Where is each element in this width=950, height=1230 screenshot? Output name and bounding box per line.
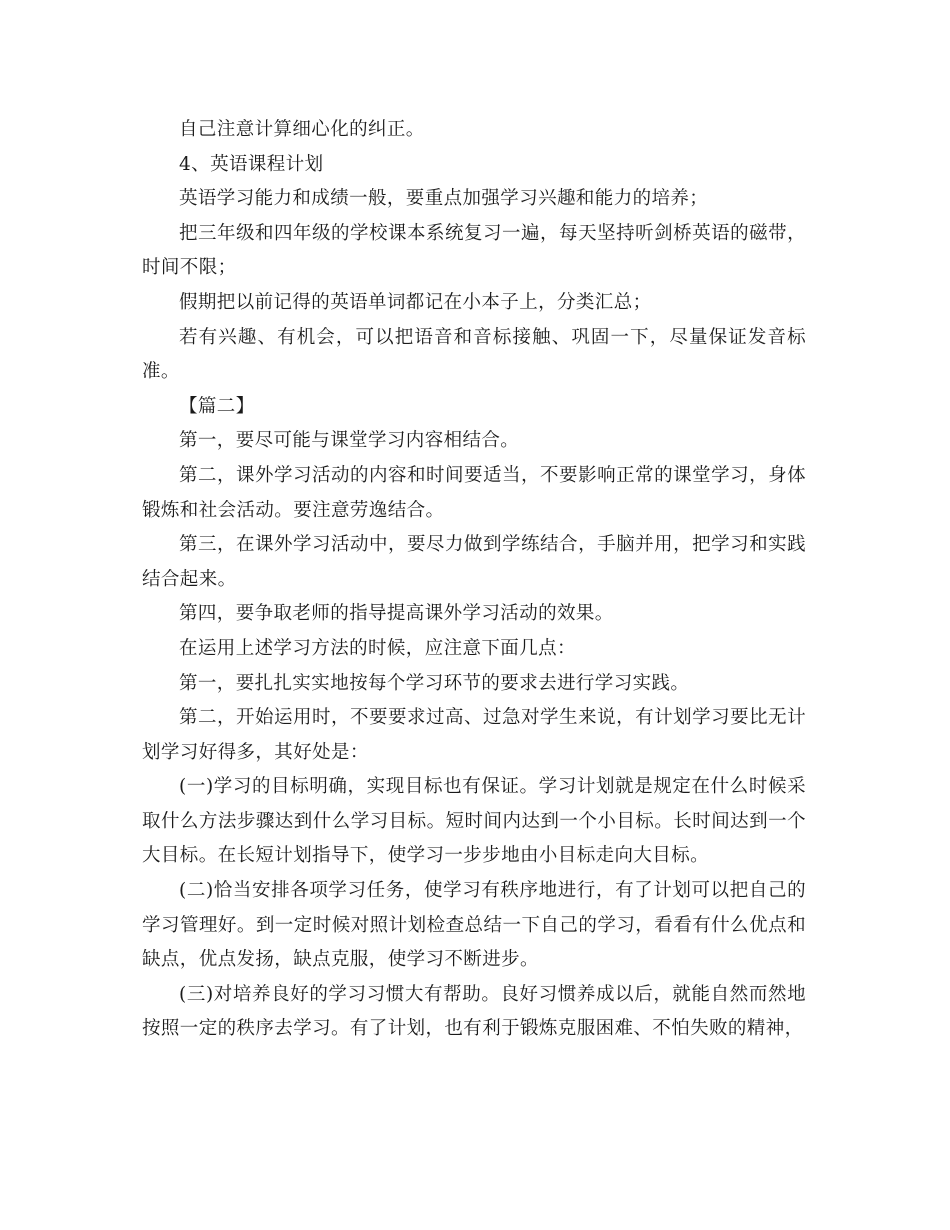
paragraph-english-vocabulary: 假期把以前记得的英语单词都记在小本子上，分类汇总；: [179, 291, 652, 313]
paragraph-point-three: 第三，在课外学习活动中，要尽力做到学练结合，手脑并用，把学习和实践结合起来。: [142, 534, 806, 590]
paragraph-benefit-two: (二)恰当安排各项学习任务，使学习有秩序地进行，有了计划可以把自己的学习管理好。到一定时候对照计划检查总结一下自己的学习，看看有什么优点和缺点，优点发扬，缺点克服，使学习不断进步。: [142, 880, 806, 971]
paragraph-point-two: 第二，课外学习活动的内容和时间要适当，不要影响正常的课堂学习，身体锻炼和社会活动。要注意劳逸结合。: [142, 464, 806, 521]
section-heading-english-plan: 4、英语课程计划: [179, 153, 324, 175]
paragraph-note-one: 第一，要扎扎实实地按每个学习环节的要求去进行学习实践。: [179, 672, 690, 694]
document-body: [142, 113, 806, 1047]
paragraph-math-correction: 自己注意计算细心化的纠正。: [179, 119, 425, 140]
paragraph-point-four: 第四，要争取老师的指导提高课外学习活动的效果。: [179, 603, 614, 625]
paragraph-english-phonetics: 若有兴趣、有机会，可以把语音和音标接触、巩固一下，尽量保证发音标准。: [142, 326, 806, 383]
paragraph-benefit-one: (一)学习的目标明确，实现目标也有保证。学习计划就是规定在什么时候采取什么方法步骤达到什么学习目标。短时间内达到一个小目标。长时间达到一个大目标。在长短计划指导下，使学习一步步地由小目标走向大目标。: [142, 776, 806, 867]
paragraph-note-two: 第二，开始运用时，不要要求过高、过急对学生来说，有计划学习要比无计划学习好得多，其好处是：: [142, 707, 806, 763]
paragraph-point-one: 第一，要尽可能与课堂学习内容相结合。: [179, 430, 520, 452]
paragraph-english-review: 把三年级和四年级的学校课本系统复习一遍，每天坚持听剑桥英语的磁带，时间不限；: [142, 222, 806, 279]
paragraph-notes-intro: 在运用上述学习方法的时候，应注意下面几点：: [179, 637, 576, 659]
paragraph-benefit-three: (三)对培养良好的学习习惯大有帮助。良好习惯养成以后，就能自然而然地按照一定的秩序去学习。有了计划，也有利于锻炼克服困难、不怕失败的精神，: [142, 983, 806, 1040]
section-heading-part-two: 【篇二】: [179, 395, 255, 417]
paragraph-english-ability: 英语学习能力和成绩一般，要重点加强学习兴趣和能力的培养；: [179, 188, 709, 210]
